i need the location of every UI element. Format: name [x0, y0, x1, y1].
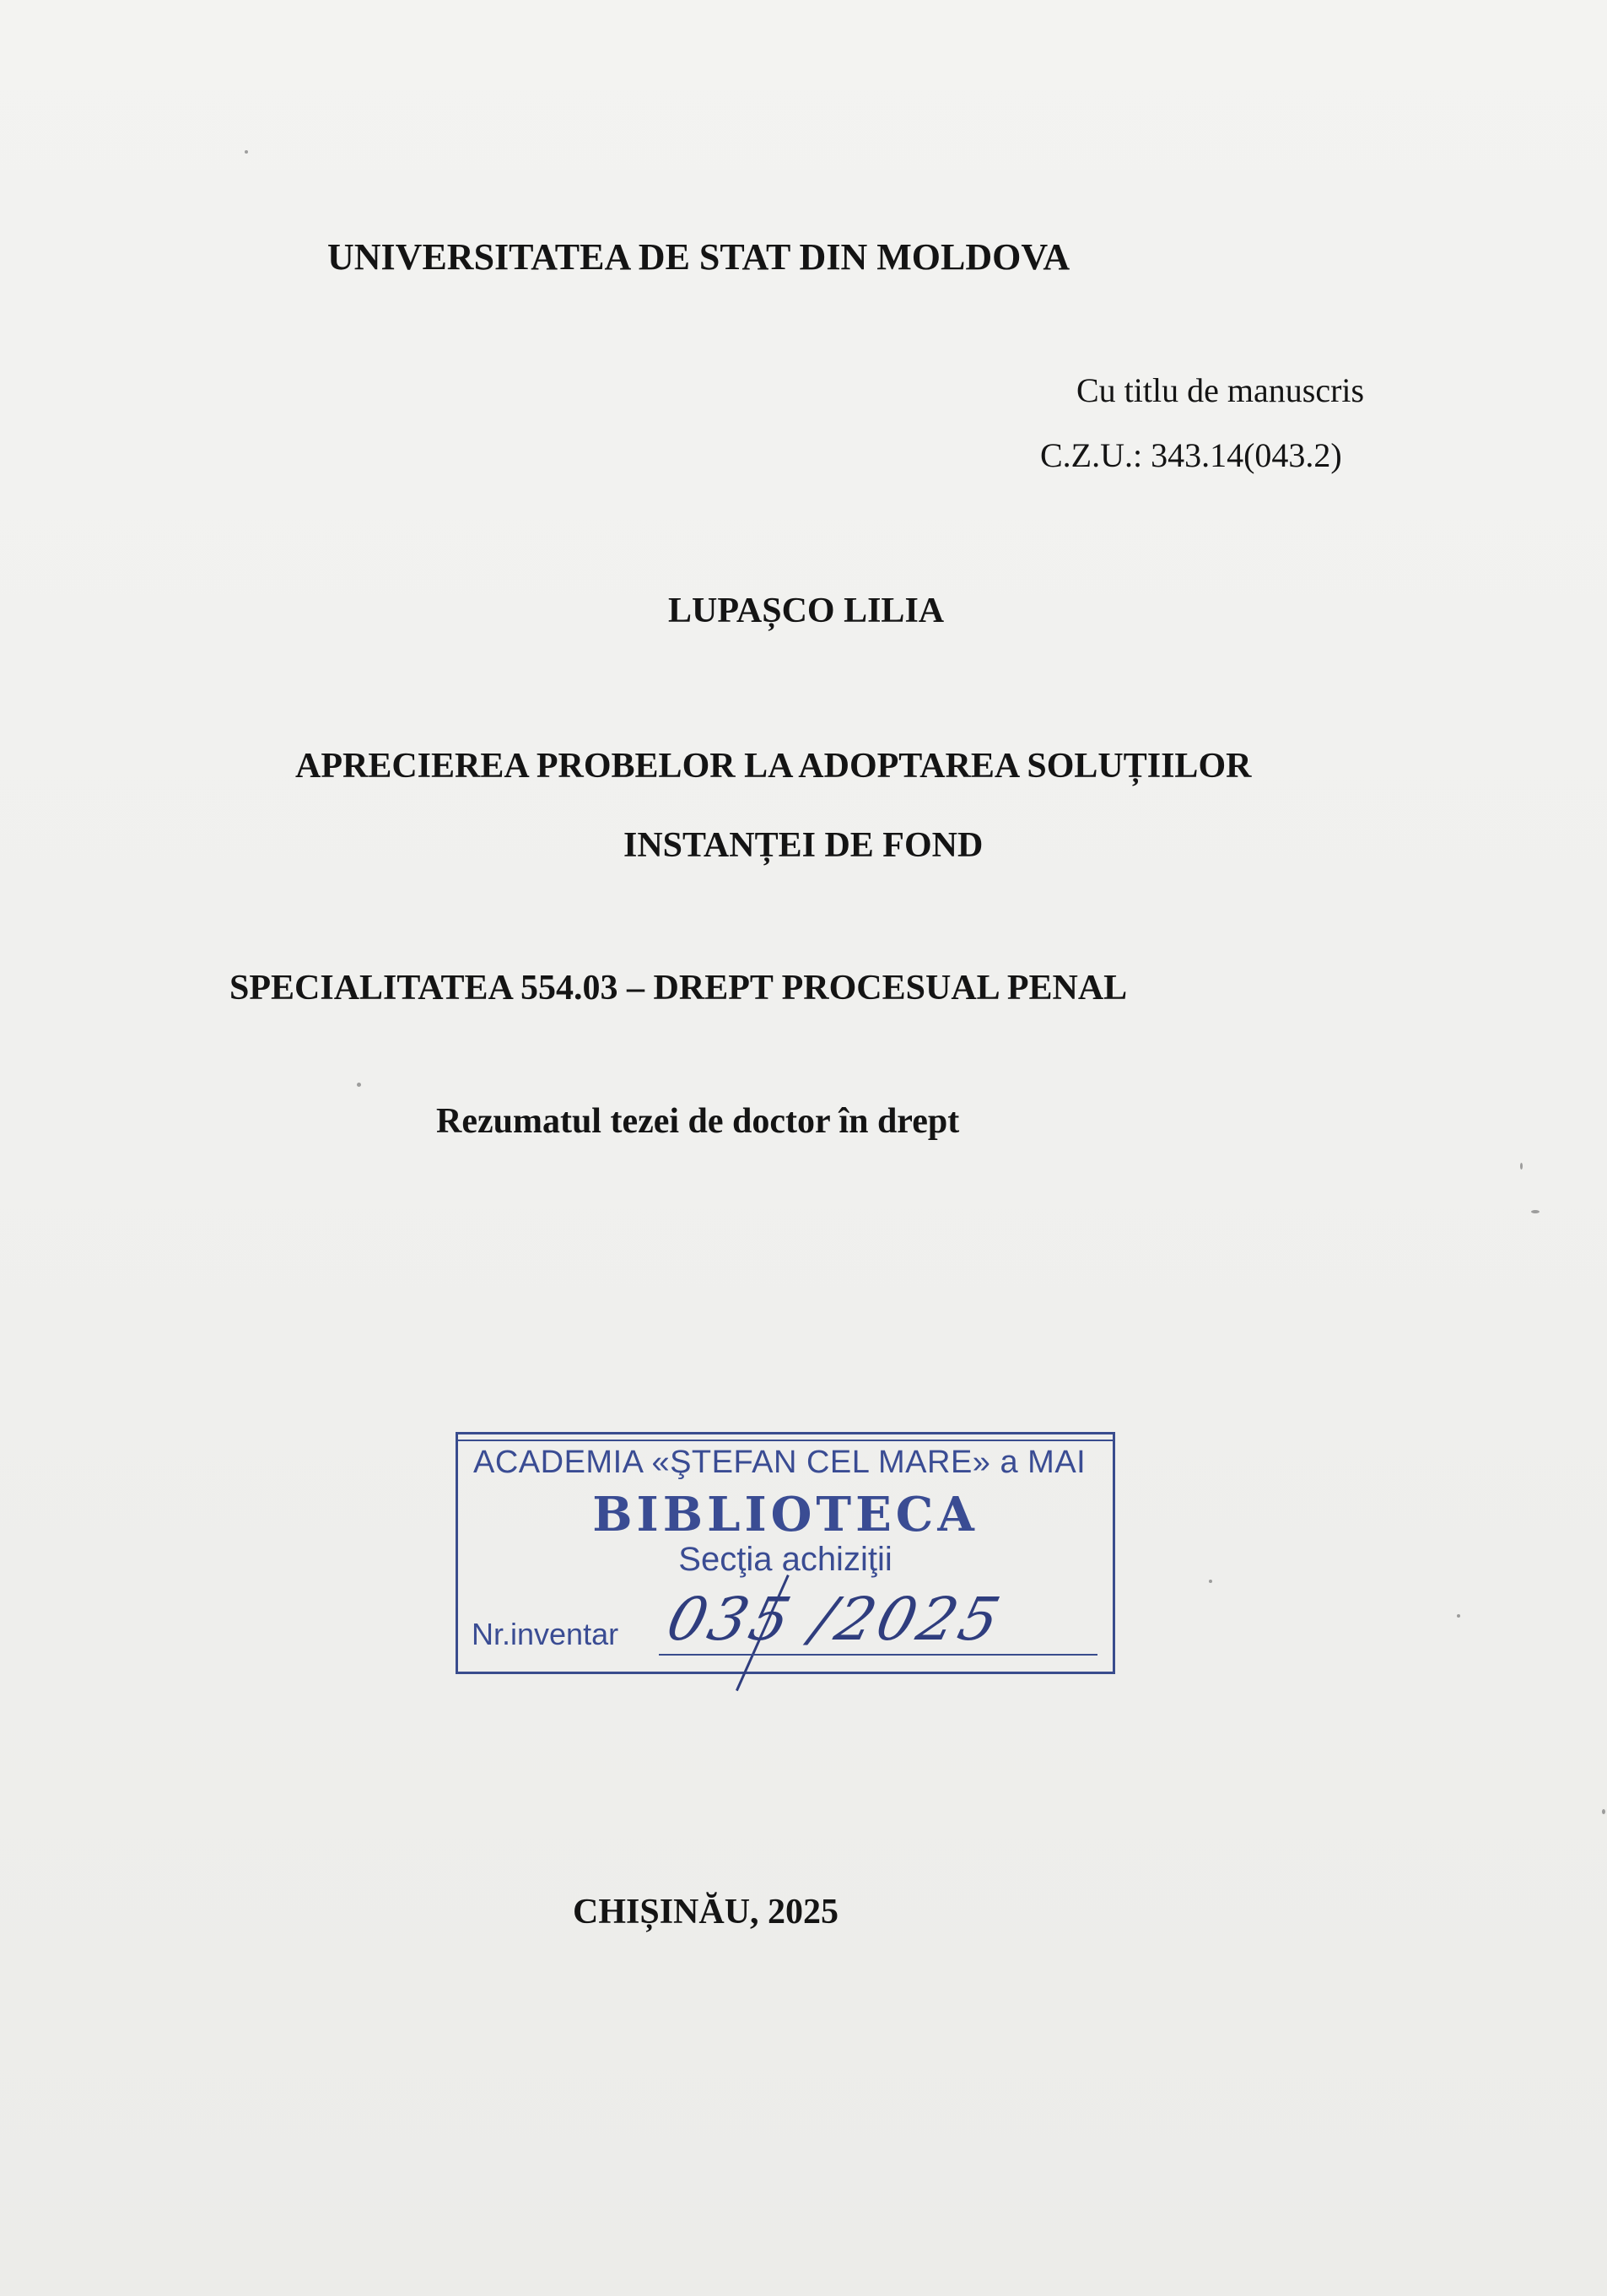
university-name: UNIVERSITATEA DE STAT DIN MOLDOVA — [327, 236, 1070, 278]
stamp-inventory-label: Nr.inventar — [472, 1617, 619, 1651]
stamp-library: BIBLIOTECA — [592, 1487, 979, 1542]
thesis-title-line-1: APRECIEREA PROBELOR LA ADOPTAREA SOLUȚIILOR — [295, 747, 1252, 786]
stamp-top-rule — [458, 1440, 1113, 1441]
paper-speck — [245, 150, 248, 154]
paper-speck — [1531, 1210, 1540, 1213]
author-name: LUPAȘCO LILIA — [668, 592, 945, 630]
stamp-academy: ACADEMIA «ŞTEFAN CEL MARE» a MAI — [473, 1445, 1087, 1480]
stamp-inventory-number: 035 /2025 — [660, 1585, 1010, 1654]
thesis-summary-label: Rezumatul tezei de doctor în drept — [436, 1102, 960, 1141]
stamp-section: Secţia achiziţii — [678, 1541, 892, 1578]
thesis-title-line-2: INSTANȚEI DE FOND — [623, 826, 984, 865]
specialty: SPECIALITATEA 554.03 – DREPT PROCESUAL PENAL — [229, 969, 1128, 1008]
czu-code: C.Z.U.: 343.14(043.2) — [1040, 436, 1342, 474]
paper-speck — [1520, 1163, 1523, 1170]
city-year: CHIȘINĂU, 2025 — [573, 1893, 839, 1931]
paper-speck — [1602, 1809, 1605, 1814]
paper-speck — [1209, 1580, 1212, 1583]
stamp-inventory-underline — [659, 1654, 1097, 1656]
manuscript-note: Cu titlu de manuscris — [1076, 371, 1365, 409]
library-stamp — [456, 1432, 1115, 1674]
paper-speck — [357, 1083, 361, 1087]
paper-speck — [1457, 1614, 1460, 1618]
